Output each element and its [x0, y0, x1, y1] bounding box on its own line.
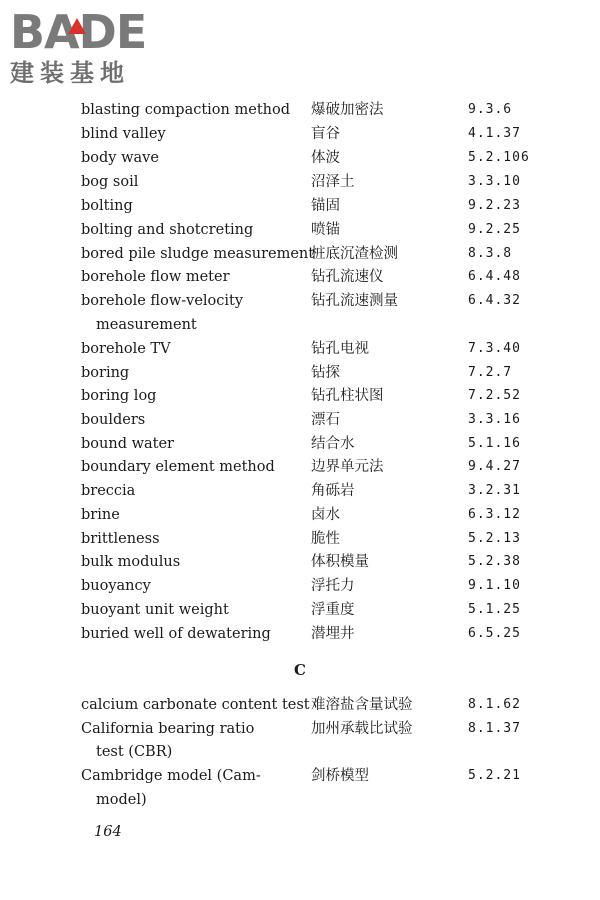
term-chinese: 边界单元法 — [311, 459, 384, 475]
section-reference: 9.2.25 — [468, 222, 521, 237]
term-english: buoyant unit weight — [81, 602, 229, 618]
glossary-entry — [0, 337, 600, 361]
glossary-entry — [0, 218, 600, 242]
glossary-entry — [0, 146, 600, 170]
term-chinese: 卤水 — [311, 507, 340, 523]
term-chinese: 钻探 — [311, 365, 340, 381]
term-chinese: 角砾岩 — [311, 483, 355, 499]
section-reference: 3.3.16 — [468, 412, 521, 427]
page-number: 164 — [94, 824, 122, 840]
term-chinese: 剑桥模型 — [311, 768, 369, 784]
section-reference: 7.2.52 — [468, 388, 521, 403]
term-english: blind valley — [81, 126, 166, 142]
term-chinese: 浮重度 — [311, 602, 355, 618]
glossary-entry — [0, 693, 600, 717]
glossary-entry — [0, 527, 600, 551]
section-reference: 5.2.38 — [468, 554, 521, 569]
glossary-entry — [0, 479, 600, 503]
term-chinese: 浮托力 — [311, 578, 355, 594]
term-chinese: 脆性 — [311, 531, 340, 547]
term-english: bound water — [81, 436, 174, 452]
logo-subtitle: 建装基地 — [10, 59, 130, 87]
section-reference: 8.3.8 — [468, 246, 513, 261]
glossary-entry — [0, 717, 600, 741]
term-english: brittleness — [81, 531, 160, 547]
term-chinese: 沼泽土 — [311, 174, 355, 190]
section-reference: 8.1.37 — [468, 721, 521, 736]
glossary-entry — [0, 242, 600, 266]
glossary-entry — [0, 432, 600, 456]
section-reference: 9.3.6 — [468, 102, 513, 117]
term-english: boundary element method — [81, 459, 275, 475]
term-english-continued: test (CBR) — [96, 744, 173, 760]
glossary-entry — [0, 122, 600, 146]
glossary-entry — [0, 289, 600, 313]
term-english: California bearing ratio — [81, 721, 255, 737]
glossary-entry — [0, 598, 600, 622]
section-reference: 5.2.106 — [468, 150, 530, 165]
glossary-entry — [0, 550, 600, 574]
section-reference: 6.3.12 — [468, 507, 521, 522]
term-chinese: 难溶盐含量试验 — [311, 697, 413, 713]
glossary-entry — [0, 764, 600, 788]
glossary-entry — [0, 98, 600, 122]
term-english: calcium carbonate content test — [81, 697, 310, 713]
glossary-entry — [0, 194, 600, 218]
term-english: borehole flow-velocity — [81, 293, 244, 309]
term-chinese: 钻孔流速仪 — [311, 269, 384, 285]
term-english: buoyancy — [81, 578, 151, 594]
glossary-entry — [0, 361, 600, 385]
term-english: breccia — [81, 483, 136, 499]
section-reference: 9.4.27 — [468, 459, 521, 474]
term-chinese: 爆破加密法 — [311, 102, 384, 118]
glossary-entry — [0, 170, 600, 194]
term-english: boring — [81, 365, 130, 381]
glossary-entry — [0, 503, 600, 527]
logo-wordmark: BADE — [10, 5, 147, 59]
term-chinese: 漂石 — [311, 412, 340, 428]
glossary-entry-continuation — [0, 788, 600, 812]
section-reference: 3.2.31 — [468, 483, 521, 498]
term-english: blasting compaction method — [81, 102, 290, 118]
term-english: boring log — [81, 388, 157, 404]
section-reference: 8.1.62 — [468, 697, 521, 712]
section-reference: 6.5.25 — [468, 626, 521, 641]
term-english: bulk modulus — [81, 554, 181, 570]
term-english: bored pile sludge measurement — [81, 246, 315, 262]
section-reference: 9.2.23 — [468, 198, 521, 213]
term-english: buried well of dewatering — [81, 626, 271, 642]
glossary-entry — [0, 574, 600, 598]
term-chinese: 加州承载比试验 — [311, 721, 413, 737]
term-english: borehole TV — [81, 341, 171, 357]
section-reference: 7.3.40 — [468, 341, 521, 356]
section-reference: 7.2.7 — [468, 365, 513, 380]
term-english: boulders — [81, 412, 146, 428]
term-english-continued: measurement — [96, 317, 197, 333]
section-reference: 9.1.10 — [468, 578, 521, 593]
term-chinese: 钻孔流速测量 — [311, 293, 398, 309]
section-reference: 6.4.48 — [468, 269, 521, 284]
term-chinese: 体波 — [311, 150, 340, 166]
term-chinese: 桩底沉渣检测 — [311, 246, 398, 262]
section-reference: 4.1.37 — [468, 126, 521, 141]
section-reference: 5.1.16 — [468, 436, 521, 451]
term-english: bolting and shotcreting — [81, 222, 254, 238]
section-reference: 3.3.10 — [468, 174, 521, 189]
glossary-entry — [0, 265, 600, 289]
term-english: body wave — [81, 150, 159, 166]
glossary-entry — [0, 622, 600, 646]
term-english: borehole flow meter — [81, 269, 230, 285]
section-heading: C — [294, 661, 306, 679]
term-english: bolting — [81, 198, 133, 214]
term-english: bog soil — [81, 174, 139, 190]
section-reference: 5.2.21 — [468, 768, 521, 783]
term-chinese: 锚固 — [311, 198, 340, 214]
term-chinese: 钻孔柱状图 — [311, 388, 384, 404]
term-english: Cambridge model (Cam- — [81, 768, 261, 784]
section-reference: 6.4.32 — [468, 293, 521, 308]
term-english: brine — [81, 507, 120, 523]
section-reference: 5.2.13 — [468, 531, 521, 546]
glossary-entry-continuation — [0, 740, 600, 764]
section-reference: 5.1.25 — [468, 602, 521, 617]
term-chinese: 喷锚 — [311, 222, 340, 238]
term-chinese: 体积模量 — [311, 554, 369, 570]
term-chinese: 盲谷 — [311, 126, 340, 142]
glossary-entry-continuation — [0, 313, 600, 337]
glossary-entry — [0, 455, 600, 479]
term-chinese: 结合水 — [311, 436, 355, 452]
term-english-continued: model) — [96, 792, 147, 808]
glossary-entry — [0, 408, 600, 432]
term-chinese: 潜埋井 — [311, 626, 355, 642]
glossary-entry — [0, 384, 600, 408]
term-chinese: 钻孔电视 — [311, 341, 369, 357]
